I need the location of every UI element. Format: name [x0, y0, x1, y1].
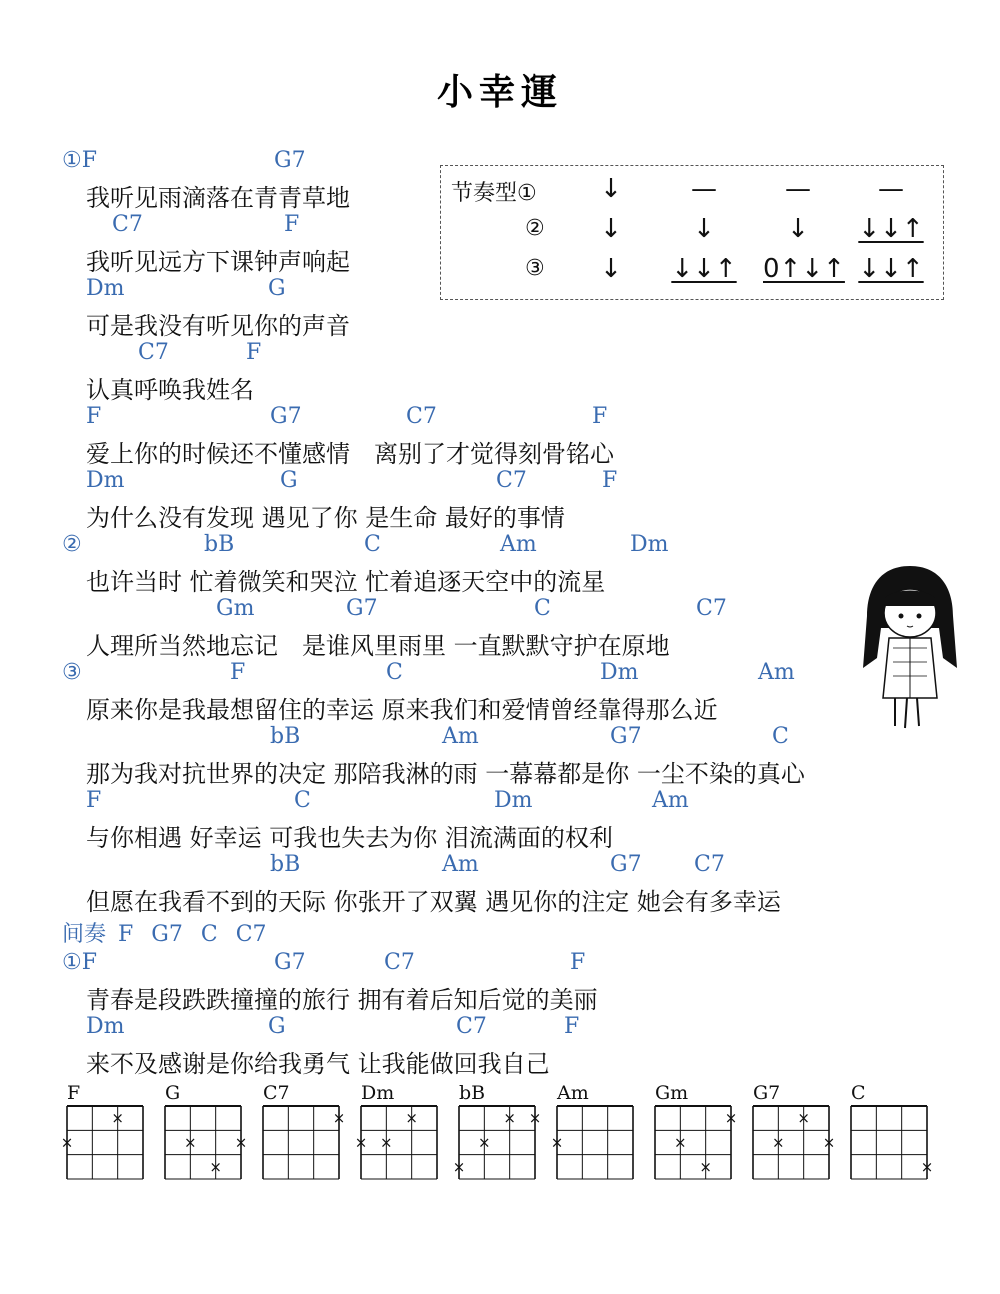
finger-mark: × — [111, 1109, 124, 1128]
chord-label: G7 — [610, 852, 642, 877]
chord-label: ①F — [62, 950, 97, 975]
chord-diagram — [550, 1082, 635, 1182]
lyric-line: 原来你是我最想留住的幸运 原来我们和爱情曾经靠得那么近 — [86, 696, 718, 724]
chord-label: G7 — [270, 404, 302, 429]
finger-mark: × — [822, 1133, 836, 1152]
chord-label: C — [294, 788, 311, 813]
finger-mark: × — [452, 1157, 466, 1176]
rhythm-stroke: ↓↓↑ — [858, 254, 924, 284]
chord-label: C — [534, 596, 551, 621]
finger-mark: × — [234, 1133, 248, 1152]
chord-label: C7 — [694, 852, 725, 877]
chord-label: G — [268, 1014, 286, 1039]
rhythm-stroke: ↓↓↑ — [671, 254, 737, 284]
chord-label: Dm — [86, 276, 125, 301]
chord-label: bB — [270, 852, 301, 877]
chord-diagram-name: C — [851, 1082, 866, 1104]
chord-diagram — [263, 1082, 346, 1182]
chord-label: C7 — [112, 212, 143, 237]
fretboard-grid — [550, 1106, 633, 1179]
finger-mark: × — [184, 1133, 197, 1152]
chord-label: C7 — [384, 950, 415, 975]
fretboard-grid — [452, 1106, 542, 1179]
finger-mark: × — [772, 1133, 785, 1152]
finger-mark: × — [478, 1133, 491, 1152]
interlude-chord: G7 — [151, 922, 183, 947]
finger-mark: × — [724, 1109, 738, 1128]
chord-diagram-name: F — [67, 1082, 81, 1104]
finger-mark: × — [405, 1109, 418, 1128]
rhythm-stroke: — — [691, 174, 717, 204]
fretboard-grid — [263, 1106, 346, 1179]
rhythm-stroke: 0↑↓↑ — [763, 254, 845, 284]
finger-mark: × — [60, 1133, 74, 1152]
chord-label: G7 — [274, 148, 306, 173]
finger-mark: × — [674, 1133, 687, 1152]
lyric-line: 来不及感谢是你给我勇气 让我能做回我自己 — [86, 1050, 550, 1078]
chord-diagram-name: Am — [557, 1082, 589, 1104]
chord-diagram — [452, 1082, 542, 1182]
chord-label: Am — [500, 532, 537, 557]
chord-label: Dm — [86, 1014, 125, 1039]
fretboard-grid — [354, 1106, 437, 1179]
chord-label: F — [564, 1014, 580, 1039]
chord-diagram — [165, 1082, 248, 1182]
chord-label: Dm — [494, 788, 533, 813]
chord-label: Am — [442, 724, 479, 749]
chord-diagram-name: G7 — [753, 1082, 781, 1104]
chord-label: G7 — [610, 724, 642, 749]
interlude-chord: F — [118, 922, 134, 947]
chord-label: bB — [204, 532, 235, 557]
chord-label: Am — [442, 852, 479, 877]
lyric-line: 但愿在我看不到的天际 你张开了双翼 遇见你的注定 她会有多幸运 — [86, 888, 781, 916]
chord-diagram-name: G — [165, 1082, 181, 1104]
chord-label: F — [602, 468, 618, 493]
lyric-line: 我听见雨滴落在青青草地 — [86, 184, 350, 212]
finger-mark: × — [797, 1109, 810, 1128]
chord-label: C7 — [138, 340, 169, 365]
rhythm-stroke: ↓ — [600, 254, 622, 284]
rhythm-stroke: — — [878, 174, 904, 204]
chord-diagram-name: Dm — [361, 1082, 395, 1104]
chord-label: C — [772, 724, 789, 749]
chord-label: ①F — [62, 148, 97, 173]
song-title: 小幸運 — [436, 72, 563, 113]
chord-label: Gm — [216, 596, 255, 621]
finger-mark: × — [550, 1133, 564, 1152]
finger-mark: × — [332, 1109, 346, 1128]
chord-diagram — [60, 1082, 145, 1182]
girl-illustration — [855, 558, 965, 733]
fretboard-grid — [655, 1106, 738, 1179]
finger-mark: × — [699, 1157, 712, 1176]
finger-mark: × — [209, 1157, 222, 1176]
interlude-chord: C7 — [235, 922, 267, 947]
fretboard-grid — [753, 1106, 836, 1179]
chord-label: ③ — [62, 660, 82, 685]
chord-label: C7 — [406, 404, 437, 429]
chord-label: C7 — [456, 1014, 487, 1039]
lyric-line: 可是我没有听见你的声音 — [86, 312, 350, 340]
chord-label: Am — [652, 788, 689, 813]
lyric-line: 我听见远方下课钟声响起 — [86, 248, 350, 276]
chord-label: Am — [758, 660, 795, 685]
chord-label: C7 — [496, 468, 527, 493]
rhythm-stroke: — — [785, 174, 811, 204]
finger-mark: × — [920, 1157, 934, 1176]
lyric-line: 人理所当然地忘记 是谁风里雨里 一直默默守护在原地 — [86, 632, 670, 660]
chord-label: F — [592, 404, 608, 429]
chord-label: C — [364, 532, 381, 557]
finger-mark: × — [354, 1133, 368, 1152]
finger-mark: × — [503, 1109, 516, 1128]
rhythm-stroke: ↓ — [600, 214, 622, 244]
chord-label: F — [86, 788, 102, 813]
lyric-line: 青春是段跌跌撞撞的旅行 拥有着后知后觉的美丽 — [86, 986, 598, 1014]
chord-diagram-name: bB — [459, 1082, 486, 1104]
chord-diagram — [753, 1082, 836, 1182]
chord-label: G7 — [274, 950, 306, 975]
chord-label: F — [86, 404, 102, 429]
fretboard-grid — [165, 1106, 248, 1179]
chord-label: bB — [270, 724, 301, 749]
chord-label: F — [284, 212, 300, 237]
chord-diagram — [655, 1082, 738, 1182]
fretboard-grid — [60, 1106, 143, 1179]
rhythm-stroke: ↓ — [787, 214, 809, 244]
rhythm-row-marker: ③ — [525, 256, 545, 281]
rhythm-row-marker: ② — [525, 216, 545, 241]
interlude-chord: C — [200, 922, 218, 947]
chord-label: Dm — [600, 660, 639, 685]
chord-label: G — [268, 276, 286, 301]
interlude-label: 间奏 — [62, 922, 107, 947]
rhythm-stroke: ↓ — [600, 174, 622, 204]
chord-label: C7 — [696, 596, 727, 621]
chord-label: C — [386, 660, 403, 685]
finger-mark: × — [528, 1109, 542, 1128]
rhythm-stroke: ↓↓↑ — [858, 214, 924, 244]
rhythm-stroke: ↓ — [693, 214, 715, 244]
lyric-line: 认真呼唤我姓名 — [86, 376, 254, 404]
lyric-line: 爱上你的时候还不懂感情 离别了才觉得刻骨铭心 — [86, 440, 614, 468]
rhythm-pattern-box — [440, 165, 944, 300]
fretboard-grid — [851, 1106, 934, 1179]
chord-diagram — [851, 1082, 934, 1182]
lyric-line: 也许当时 忙着微笑和哭泣 忙着追逐天空中的流星 — [86, 568, 606, 596]
chord-label: F — [570, 950, 586, 975]
chord-label: G7 — [346, 596, 378, 621]
chord-diagram — [354, 1082, 439, 1182]
chord-diagram-name: Gm — [655, 1082, 689, 1104]
chord-label: F — [246, 340, 262, 365]
chord-label: Dm — [630, 532, 669, 557]
lyric-line: 那为我对抗世界的决定 那陪我淋的雨 一幕幕都是你 一尘不染的真心 — [86, 760, 805, 788]
chord-label: G — [280, 468, 298, 493]
chord-label: ② — [62, 532, 82, 557]
interlude-line — [62, 917, 285, 948]
chord-label: Dm — [86, 468, 125, 493]
chord-diagram-name: C7 — [263, 1082, 290, 1104]
chord-label: F — [230, 660, 246, 685]
lyric-line: 为什么没有发现 遇见了你 是生命 最好的事情 — [86, 504, 565, 532]
finger-mark: × — [380, 1133, 393, 1152]
lyric-line: 与你相遇 好幸运 可我也失去为你 泪流满面的权利 — [86, 824, 613, 852]
rhythm-label: 节奏型① — [451, 181, 537, 206]
